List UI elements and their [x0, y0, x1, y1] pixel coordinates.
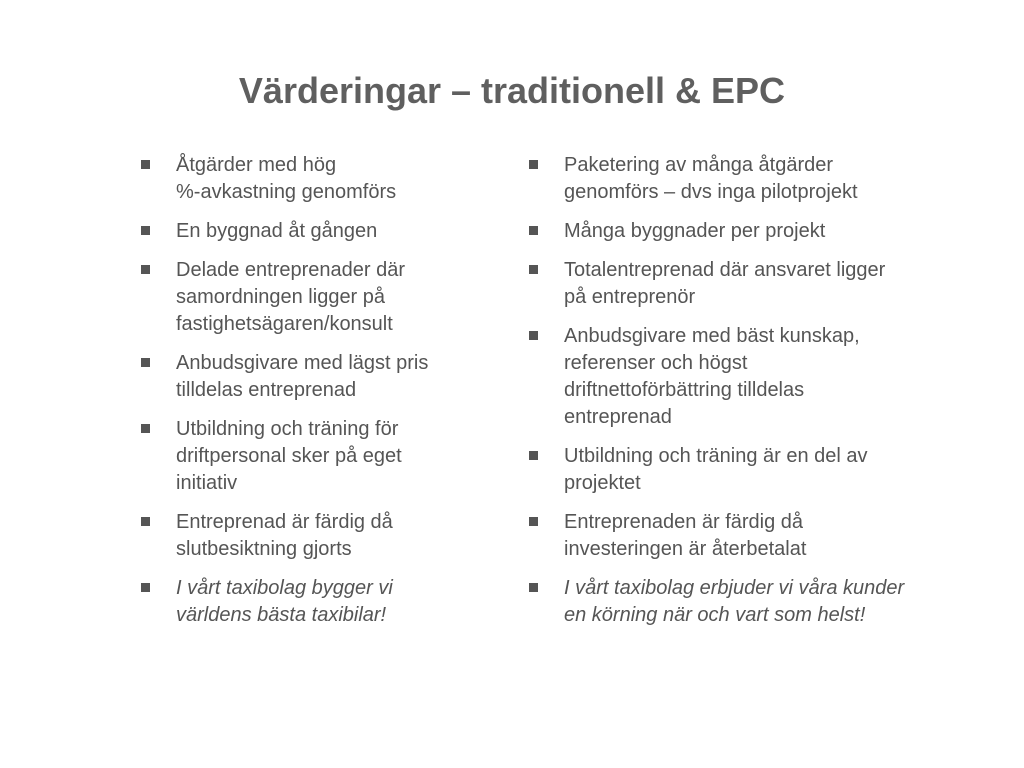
square-bullet-icon [141, 160, 150, 169]
list-item [140, 575, 480, 629]
list-item [528, 509, 968, 563]
list-item-text: Utbildning och träning är en del av projektet [564, 445, 868, 494]
list-item-text: En byggnad åt gången [176, 220, 378, 242]
list-item [528, 323, 968, 431]
list-item-text: Entreprenaden är färdig då investeringen är återbetalat [564, 511, 807, 560]
list-item-text: Paketering av många åtgärder genomförs – dvs inga pilotprojekt [564, 154, 858, 203]
list-item-text: Utbildning och träning för driftpersonal sker på eget initiativ [176, 418, 402, 494]
list-item-text: Många byggnader per projekt [564, 220, 826, 242]
square-bullet-icon [529, 517, 538, 526]
square-bullet-icon [141, 517, 150, 526]
list-item-text: Anbudsgivare med bäst kunskap, referenser och högst driftnettoförbättring tilldelas entreprenad [564, 325, 860, 428]
square-bullet-icon [529, 583, 538, 592]
list-item-text: Åtgärder med hög %-avkastning genomförs [176, 154, 397, 203]
list-item-text: Entreprenad är färdig då slutbesiktning gjorts [176, 511, 393, 560]
list-item [528, 575, 968, 629]
list-item [528, 218, 968, 245]
list-item-text: Anbudsgivare med lägst pris tilldelas entreprenad [176, 352, 429, 401]
list-item [528, 443, 968, 497]
square-bullet-icon [141, 358, 150, 367]
square-bullet-icon [529, 160, 538, 169]
list-item [140, 218, 480, 245]
list-item [140, 152, 480, 206]
right-column-list [528, 152, 968, 641]
square-bullet-icon [141, 424, 150, 433]
list-item-text: Delade entreprenader där samordningen ligger på fastighetsägaren/konsult [176, 259, 406, 335]
list-item-text: I vårt taxibolag erbjuder vi våra kunder en körning när och vart som helst! [564, 577, 905, 626]
list-item-text: I vårt taxibolag bygger vi världens bästa taxibilar! [176, 577, 393, 626]
square-bullet-icon [141, 226, 150, 235]
square-bullet-icon [529, 265, 538, 274]
square-bullet-icon [141, 583, 150, 592]
list-item [140, 416, 480, 497]
list-item [528, 152, 968, 206]
list-item [140, 350, 480, 404]
square-bullet-icon [529, 451, 538, 460]
list-item [528, 257, 968, 311]
square-bullet-icon [529, 331, 538, 340]
list-item-text: Totalentreprenad där ansvaret ligger på entreprenör [564, 259, 886, 308]
list-item [140, 509, 480, 563]
left-column-list [140, 152, 480, 641]
list-item [140, 257, 480, 338]
slide-title: Värderingar – traditionell & EPC [238, 70, 786, 111]
square-bullet-icon [529, 226, 538, 235]
square-bullet-icon [141, 265, 150, 274]
